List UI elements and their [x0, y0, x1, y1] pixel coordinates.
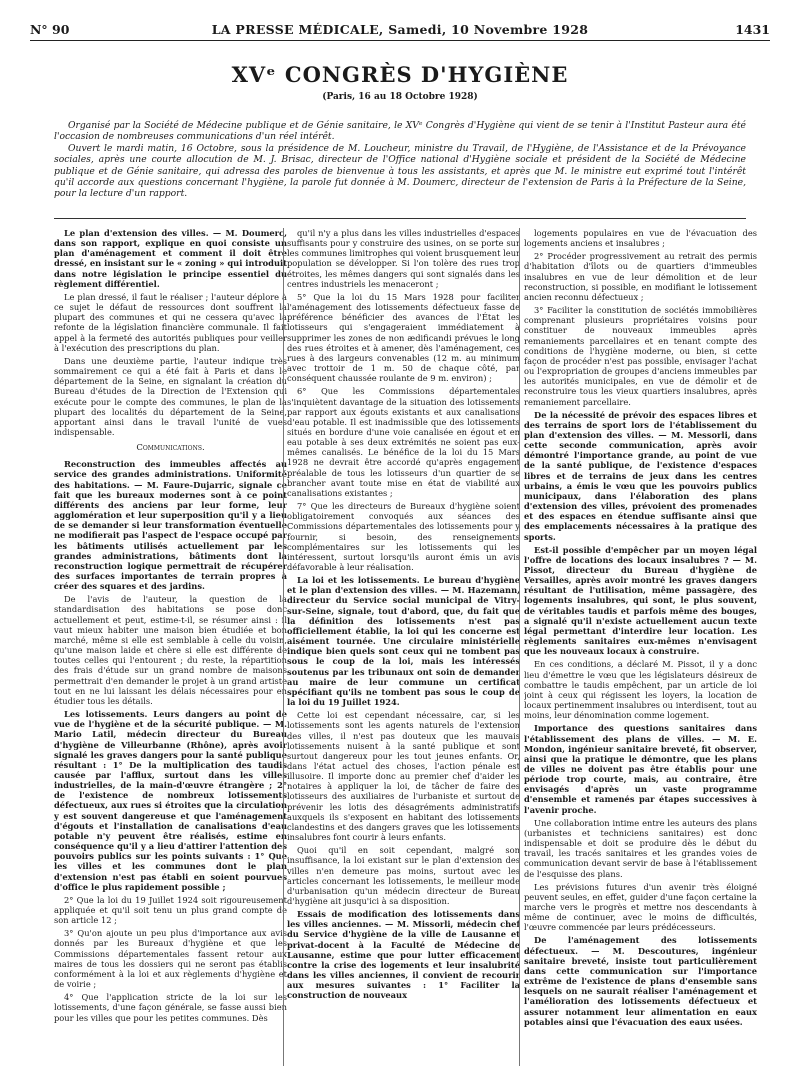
- body-paragraph: Dans une deuxième partie, l'auteur indique très sommairement ce qui a été fait à Paris et dans le département de la Seine, en signalant la création du Bureau d'études de la Direction de l'Extension qui exécute pour le compte des communes, le plan de la plupart des localités du département de la Seine, apportant ainsi dans le travail l'unité de vues indispensable.: [54, 355, 287, 437]
- body-paragraph: En ces conditions, a déclaré M. Pissot, il y a donc lieu d'émettre le vœu que les législateurs désireux de combattre le taudis empêchent, par un article de loi joint à ceux qui régissent les loyers, la location de locaux pertinemment insalubres ou interdisent, tout au moins, leur dénomination comme logement.: [524, 659, 757, 721]
- communication-heading-paragraph: La loi et les lotissements. Le bureau d'hygiène et le plan d'extension des villes. — M. Hazemann, directeur du Service social municipal de Vitry-sur-Seine, signale, tout d'abord, que, du fait que la définition des lotissements n'est pas officiellement établie, la loi qui les concerne est aisément tournée. Une circulaire ministérielle indique bien quels sont ceux qui ne tombent pas sous le coup de la loi, mais les intéressés soutenus par les tribunaux ont soin de demander au maire de leur commune un certificat spécifiant qu'ils ne tombent pas sous le coup de la loi du 19 Juillet 1924.: [287, 575, 520, 708]
- column-divider: [519, 228, 520, 1066]
- communication-heading-paragraph: Le plan d'extension des villes. — M. Doumerc, dans son rapport, explique en quoi consiste un plan d'aménagement et comment il doit être dressé, en insistant sur le « zoning » qui introduit dans notre législation le principe essentiel du règlement différentiel.: [54, 228, 287, 289]
- text-column-3: [524, 228, 757, 1068]
- intro-paragraph: Ouvert le mardi matin, 16 Octobre, sous la présidence de M. Loucheur, ministre du Travail, de l'Hygiène, de l'Assistance et de la Prévoyance sociales, après une courte allocution de M. J. Brisac, directeur de l'Office national d'Hygiène sociale et président de la Société de Médecine publique et de Génie sanitaire, qui adressa des paroles de bienvenue à tous les assistants, et après que M. le ministre eut exprimé tout l'intérêt qu'il accorde aux questions concernant l'hygiène, la parole fut donnée à M. Doumerc, directeur de l'extension de Paris à la Préfecture de la Seine, pour la lecture d'un rapport.: [54, 142, 746, 200]
- body-paragraph: Les prévisions futures d'un avenir très éloigné peuvent seules, en effet, guider d'une façon certaine la marche vers le progrès et mettre nos descendants à même de continuer, avec le moins de difficultés, l'œuvre commencée par leurs prédécesseurs.: [524, 881, 757, 933]
- body-paragraph: qu'il n'y a plus dans les villes industrielles d'espaces suffisants pour y construire des usines, on se porte sur les communes limitrophes qui voient brusquement leur population se développer. Si l'on tolère des rues trop étroites, les mêmes dangers qui sont signalés dans les centres industriels les menaceront ;: [287, 228, 520, 289]
- intro-block: [54, 120, 746, 200]
- text-column-2: [287, 228, 520, 1068]
- communication-heading-paragraph: Reconstruction des immeubles affectés au service des grandes administrations. Uniformité des habitations. — M. Faure-Dujarric, signale ce fait que les bureaux modernes sont à ce point différents des anciens par leur forme, leur agglomération et leur superposition qu'il y a lieu de se demander si leur transformation éventuelle ne modifierait pas l'aspect de l'espace occupé par les bâtiments utilisés actuellement par les grandes administrations, bâtiments dont la reconstruction logique permettrait de récupérer des surfaces importantes de terrain propres à créer des squares et des jardins.: [54, 459, 287, 592]
- body-paragraph: Quoi qu'il en soit cependant, malgré son insuffisance, la loi existant sur le plan d'extension des villes n'en demeure pas moins, surtout avec les articles concernant les lotissements, le meilleur mode d'urbanisation qu'un médecin directeur de Bureau d'hygiène ait jusqu'ici à sa disposition.: [287, 845, 520, 906]
- text-column-1: [54, 228, 287, 1068]
- body-paragraph: Cette loi est cependant nécessaire, car, si les lotissements sont les agents naturels de l'extension des villes, il n'est pas douteux que les mauvais lotissements nuisent à la santé publique et sont surtout dangereux pour les tout jeunes enfants. Or, dans l'état actuel des choses, l'action pénale est illusoire. Il importe donc au premier chef d'aider les notaires à appliquer la loi, de tâcher de faire des lotisseurs des auxiliaires de l'urbaniste et surtout de prévenir les lotis des désagréments administratifs auxquels ils s'exposent en habitant des lotissements clandestins et des dangers graves que les lotissements insalubres font courir à leurs enfants.: [287, 710, 520, 843]
- body-paragraph: 2° Que la loi du 19 Juillet 1924 soit rigoureusement appliquée et qu'il soit tenu un plus grand compte de son article 12 ;: [54, 894, 287, 926]
- body-paragraph: 2° Procéder progressivement au retrait des permis d'habitation d'îlots ou de quartiers d'immeubles insalubres en vue de leur démolition et de leur reconstruction, si possible, en modifiant le lotissement ancien reconnu défectueux ;: [524, 251, 757, 302]
- body-paragraph: logements populaires en vue de l'évacuation des logements anciens et insalubres ;: [524, 228, 757, 249]
- communication-heading-paragraph: De la nécessité de prévoir des espaces libres et des terrains de sport lors de l'établissement du plan d'extension des villes. — M. Messorli, dans cette seconde communication, après avoir démontré l'importance grande, au point de vue de la santé publique, de l'existence d'espaces libres et de terrains de jeux dans les centres urbains, a émis le vœu que les pouvoirs publics municipaux, dans l'élaboration des plans d'extension des villes, prévoient des promenades et des espaces en étendue suffisante ainsi que des emplacements nécessaires à la pratique des sports.: [524, 409, 757, 542]
- body-paragraph: De l'avis de l'auteur, la question de la standardisation des habitations se pose donc actuellement et peut, estime-t-il, se résumer ainsi : il vaut mieux habiter une maison bien étudiée et bon marché, même si elle est semblable à celle du voisin, qu'une maison laide et chère si elle est différente de toutes celles qui l'entourent ; du reste, la répartition des frais d'étude sur un grand nombre de maisons permettrait d'en demander le projet à un grand artiste tout en ne lui laissant les délais nécessaires pour en étudier tous les détails.: [54, 594, 287, 706]
- page-number: 1431: [735, 22, 770, 37]
- body-paragraph: 6° Que les Commissions départementales s'inquiètent davantage de la situation des lotissements par rapport aux égouts existants et aux canalisations d'eau potable. Il est inadmissible que des lotissements situés en bordure d'une voie canalisée en égout et en eau potable à ses deux extrémités ne soient pas eux-mêmes canalisés. Le bénéfice de la loi du 15 Mars 1928 ne devrait être accordé qu'après engagement préalable de tous les lotisseurs d'un quartier de se brancher avant toute mise en état de viabilité aux canalisations existantes ;: [287, 386, 520, 498]
- body-paragraph: 5° Que la loi du 15 Mars 1928 pour faciliter l'aménagement des lotissements défectueux fasse de préférence bénéficier des avances de l'État les lotisseurs qui s'engageraient immédiatement à supprimer les zones de non ædificandi prévues le long des rues étroites et à amener, dès l'aménagement, ces rues à des largeurs convenables (12 m. au minimum avec trottoir de 1 m. 50 de chaque côté, par conséquent chaussée roulante de 9 m. environ) ;: [287, 291, 520, 384]
- article-title: XVᵉ CONGRÈS D'HYGIÈNE: [231, 62, 569, 87]
- communication-heading-paragraph: Les lotissements. Leurs dangers au point de vue de l'hygiène et de la sécurité publique. — M. Mario Latil, médecin directeur du Bureau d'hygiène de Villeurbanne (Rhône), après avoir signalé les graves dangers pour la santé publique résultant : 1° De la multiplication des taudis causée par l'afflux, surtout dans les villes industrielles, de la main-d'œuvre étrangère ; 2° de l'existence de nombreux lotissements défectueux, aux rues si étroites que la circulation y est souvent dangereuse et que l'aménagement d'égouts et l'installation de canalisations d'eau potable n'y peuvent être réalisés, estime en conséquence qu'il y a lieu d'attirer l'attention des pouvoirs publics sur les points suivants : 1° Que les villes et les communes dont le plan d'extension n'est pas établi en soient pourvues d'office le plus rapidement possible ;: [54, 709, 287, 892]
- running-header: [30, 22, 770, 41]
- section-divider: [54, 218, 746, 219]
- communication-heading-paragraph: Importance des questions sanitaires dans l'établissement des plans de villes. — M. E. Mondon, ingénieur sanitaire breveté, fit observer, ainsi que la pratique le démontre, que les plans de villes ne doivent pas être établis pour une période trop courte, mais, au contraire, être envisagés d'après un vaste programme d'ensemble et ramenés par étapes successives à l'avenir proche.: [524, 723, 757, 815]
- communication-heading-paragraph: Est-il possible d'empêcher par un moyen légal l'offre de locations des locaux insalubres ? — M. Pissot, directeur du Bureau d'hygiène de Versailles, après avoir montré les graves dangers résultant de l'utilisation, même passagère, des logements insalubres, qui sont, le plus souvent, de véritables taudis et parfois même des bouges, a signalé qu'il n'existe actuellement aucun texte légal permettant d'interdire leur location. Les règlements sanitaires eux-mêmes n'envisagent que les nouveaux locaux à construire.: [524, 544, 757, 657]
- issue-number: N° 90: [30, 22, 70, 37]
- communication-heading-paragraph: Essais de modification des lotissements dans les villes anciennes. — M. Missorli, médecin chef du Service d'hygiène de la ville de Lausanne et privat-docent à la Faculté de Médecine de Lausanne, estime que pour lutter efficacement contre la crise des logements et leur insalubrité dans les villes anciennes, il convient de recourir aux mesures suivantes : 1° Faciliter la construction de nouveaux: [287, 909, 520, 1001]
- body-paragraph: 3° Faciliter la constitution de sociétés immobilières comprenant plusieurs propriétaires voisins pour constituer de nouveaux immeubles après remaniements parcellaires et en tenant compte des conditions de l'hygiène moderne, ou bien, si cette façon de procéder n'est pas possible, envisager l'achat ou l'expropriation de groupes d'anciens immeubles par les autorités municipales, en vue de démolir et de reconstruire tous les vieux quartiers insalubres, après remaniement parcellaire.: [524, 305, 757, 407]
- body-paragraph: Le plan dressé, il faut le réaliser ; l'auteur déplore à ce sujet le défaut de ressources dont souffrent la plupart des communes et qui ne cessera qu'avec la refonte de la législation financière communale. Il fait appel à la fermeté des autorités publiques pour veiller à l'exécution des prescriptions du plan.: [54, 291, 287, 353]
- column-divider: [283, 228, 284, 1066]
- article-subtitle: (Paris, 16 au 18 Octobre 1928): [322, 92, 478, 102]
- body-paragraph: Une collaboration intime entre les auteurs des plans (urbanistes et techniciens sanitaires) est donc indispensable et doit se produire dès le début du travail, les tracés sanitaires et les grandes voies de communication devant servir de base à l'établissement de l'esquisse des plans.: [524, 817, 757, 879]
- journal-line: LA PRESSE MÉDICALE, Samedi, 10 Novembre 1928: [211, 22, 589, 37]
- communication-heading-paragraph: De l'aménagement des lotissements défectueux. — M. Descoutures, ingénieur sanitaire breveté, insiste tout particulièrement dans cette communication sur l'importance extrême de l'existence de plans d'ensemble sans lesquels on ne saurait réaliser l'aménagement et l'amélioration des lotissements défectueux et assurer notamment leur alimentation en eaux potables ainsi que l'évacuation des eaux usées.: [524, 935, 757, 1027]
- body-paragraph: 3° Qu'on ajoute un peu plus d'importance aux avis donnés par les Bureaux d'hygiène et que les Commissions départementales fassent retour aux maires de tous les dossiers qui ne seront pas établis conformément à la loi et aux règlements d'hygiène et de voirie ;: [54, 928, 287, 990]
- section-label: Communications.: [136, 443, 205, 454]
- intro-paragraph: Organisé par la Société de Médecine publique et de Génie sanitaire, le XVᵉ Congrès d'Hygiène qui vient de se tenir à l'Institut Pasteur aura été l'occasion de nombreuses communications d'un réel intérêt.: [54, 120, 746, 143]
- body-paragraph: 7° Que les directeurs de Bureaux d'hygiène soient obligatoirement convoqués aux séances des Commissions départementales des lotissements pour y fournir, si besoin, des renseignements complémentaires sur les lotissements qui les intéressent, surtout lorsqu'ils auront émis un avis défavorable à leur réalisation.: [287, 501, 520, 572]
- body-paragraph: 4° Que l'application stricte de la loi sur les lotissements, d'une façon générale, se fasse aussi bien pour les villes que pour les petites communes. Dès: [54, 992, 287, 1023]
